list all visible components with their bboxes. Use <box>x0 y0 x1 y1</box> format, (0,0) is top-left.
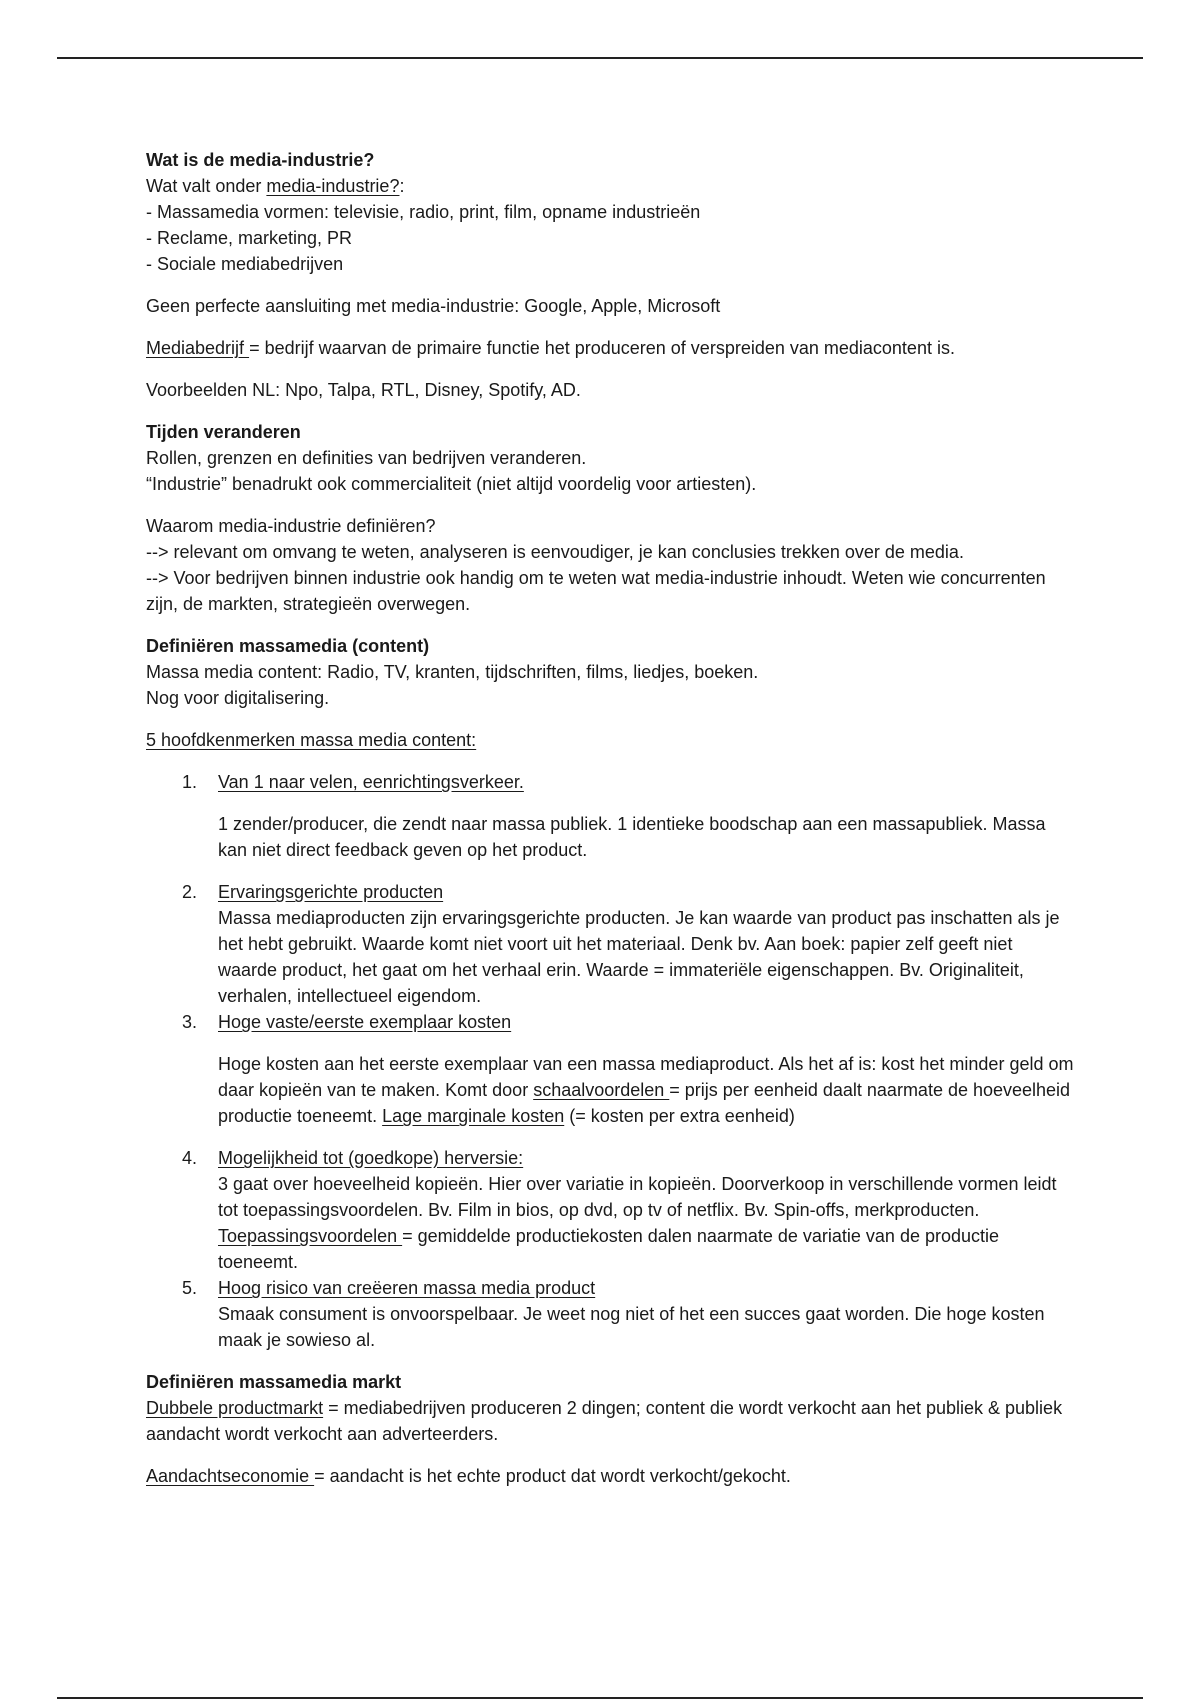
body-text: (= kosten per extra eenheid) <box>564 1106 795 1126</box>
bullet-item: - Sociale mediabedrijven <box>146 254 344 274</box>
list-title <box>146 727 1076 753</box>
header-rule <box>57 57 1143 59</box>
body-text: 3 gaat over hoeveelheid kopieën. Hier over variatie in kopieën. Doorverkoop in verschillende vormen leidt tot toepassingsvoordelen. Bv. Film in bios, op dvd, op tv of netflix. Bv. Spin-offs, merkproducten. <box>218 1174 1057 1220</box>
list-number: 2. <box>182 882 198 902</box>
body-text: Hoge kosten aan het eerste exemplaar van een massa mediaproduct. Als het af is: kost het minder geld om daar kopieën van te maken. Komt door <box>218 1054 1074 1100</box>
list-item-body <box>218 1171 1076 1275</box>
list-item <box>146 1145 1076 1275</box>
arrow-line: --> Voor bedrijven binnen industrie ook handig om te weten wat media-industrie inhoudt. Weten wie concurrenten zijn, de markten, strategieën overwegen. <box>146 568 1046 614</box>
definition-text: = aandacht is het echte product dat wordt verkocht/gekocht. <box>314 1466 791 1486</box>
list-item-title: Hoog risico van creëeren massa media product <box>218 1278 596 1298</box>
intro-line <box>146 173 1076 199</box>
marginale-kosten-term: Lage marginale kosten <box>382 1106 565 1126</box>
bullet-item: - Reclame, marketing, PR <box>146 228 353 248</box>
paragraph-line: Massa media content: Radio, TV, kranten, tijdschriften, films, liedjes, boeken. <box>146 662 759 682</box>
list-item <box>146 1009 1076 1035</box>
mediabedrijf-term: Mediabedrijf <box>146 338 250 358</box>
list-item-title: Ervaringsgerichte producten <box>218 882 444 902</box>
footer-rule <box>57 1697 1143 1699</box>
list-item-title: Mogelijkheid tot (goedkope) herversie: <box>218 1148 524 1168</box>
heading-tijden-veranderen: Tijden veranderen <box>146 422 301 442</box>
list-title-text: 5 hoofdkenmerken massa media content: <box>146 730 477 750</box>
body-text: = prijs per eenheid daalt naarmate de hoeveelheid productie toeneemt. <box>218 1080 1071 1126</box>
paragraph-line: Rollen, grenzen en definities van bedrijven veranderen. <box>146 448 587 468</box>
heading-massamedia-markt: Definiëren massamedia markt <box>146 1372 402 1392</box>
bullet-item: - Massamedia vormen: televisie, radio, print, film, opname industrieën <box>146 202 701 222</box>
list-number: 4. <box>182 1148 198 1168</box>
dubbele-productmarkt-definition <box>146 1395 1076 1447</box>
list-number: 3. <box>182 1012 198 1032</box>
paragraph-line: Nog voor digitalisering. <box>146 688 330 708</box>
arrow-line: --> relevant om omvang te weten, analyseren is eenvoudiger, je kan conclusies trekken over de media. <box>146 542 964 562</box>
list-item <box>146 879 1076 1009</box>
document-body <box>146 147 1076 1489</box>
list-item-body: 1 zender/producer, die zendt naar massa publiek. 1 identieke boodschap aan een massapubliek. Massa kan niet direct feedback geven op het product. <box>218 814 1046 860</box>
aandachtseconomie-definition <box>146 1463 1076 1489</box>
list-item-body: Massa mediaproducten zijn ervaringsgerichte producten. Je kan waarde van product pas inschatten als je het hebt gebruikt. Waarde komt niet voort uit het materiaal. Denk bv. Aan boek: papier zelf geeft niet waarde product, het gaat om het verhaal erin. Waarde = immateriële eigenschappen. Bv. Originaliteit, verhalen, intellectueel eigendom. <box>218 908 1060 1006</box>
heading-media-industrie: Wat is de media-industrie? <box>146 150 375 170</box>
aandachtseconomie-term: Aandachtseconomie <box>146 1466 315 1486</box>
heading-massamedia-content: Definiëren massamedia (content) <box>146 636 430 656</box>
list-item-title: Hoge vaste/eerste exemplaar kosten <box>218 1012 512 1032</box>
intro-term: media-industrie? <box>266 176 400 196</box>
list-item <box>146 769 1076 795</box>
mediabedrijf-def: = bedrijf waarvan de primaire functie het produceren of verspreiden van mediacontent is. <box>249 338 955 358</box>
dubbele-productmarkt-term: Dubbele productmarkt <box>146 1398 324 1418</box>
question-line: Waarom media-industrie definiëren? <box>146 516 436 536</box>
schaalvoordelen-term: schaalvoordelen <box>533 1080 670 1100</box>
list-item-title: Van 1 naar velen, eenrichtingsverkeer. <box>218 772 524 792</box>
intro-prefix: Wat valt onder <box>146 176 267 196</box>
paragraph-line: “Industrie” benadrukt ook commercialiteit (niet altijd voordelig voor artiesten). <box>146 474 757 494</box>
geen-aansluiting-text: Geen perfecte aansluiting met media-industrie: Google, Apple, Microsoft <box>146 296 721 316</box>
body-text: = gemiddelde productiekosten dalen naarmate de variatie van de productie toeneemt. <box>218 1226 1000 1272</box>
list-number: 5. <box>182 1278 198 1298</box>
list-item <box>146 1275 1076 1353</box>
list-item-body: Smaak consument is onvoorspelbaar. Je weet nog niet of het een succes gaat worden. Die hoge kosten maak je sowieso al. <box>218 1304 1045 1350</box>
voorbeelden-text: Voorbeelden NL: Npo, Talpa, RTL, Disney, Spotify, AD. <box>146 380 581 400</box>
toepassingsvoordelen-term: Toepassingsvoordelen <box>218 1226 403 1246</box>
intro-suffix: : <box>399 176 405 196</box>
mediabedrijf-definition <box>146 335 1076 361</box>
definition-text: = mediabedrijven produceren 2 dingen; content die wordt verkocht aan het publiek & publiek aandacht wordt verkocht aan adverteerders. <box>146 1398 1063 1444</box>
list-number: 1. <box>182 772 198 792</box>
list-item-body <box>146 1051 1076 1129</box>
